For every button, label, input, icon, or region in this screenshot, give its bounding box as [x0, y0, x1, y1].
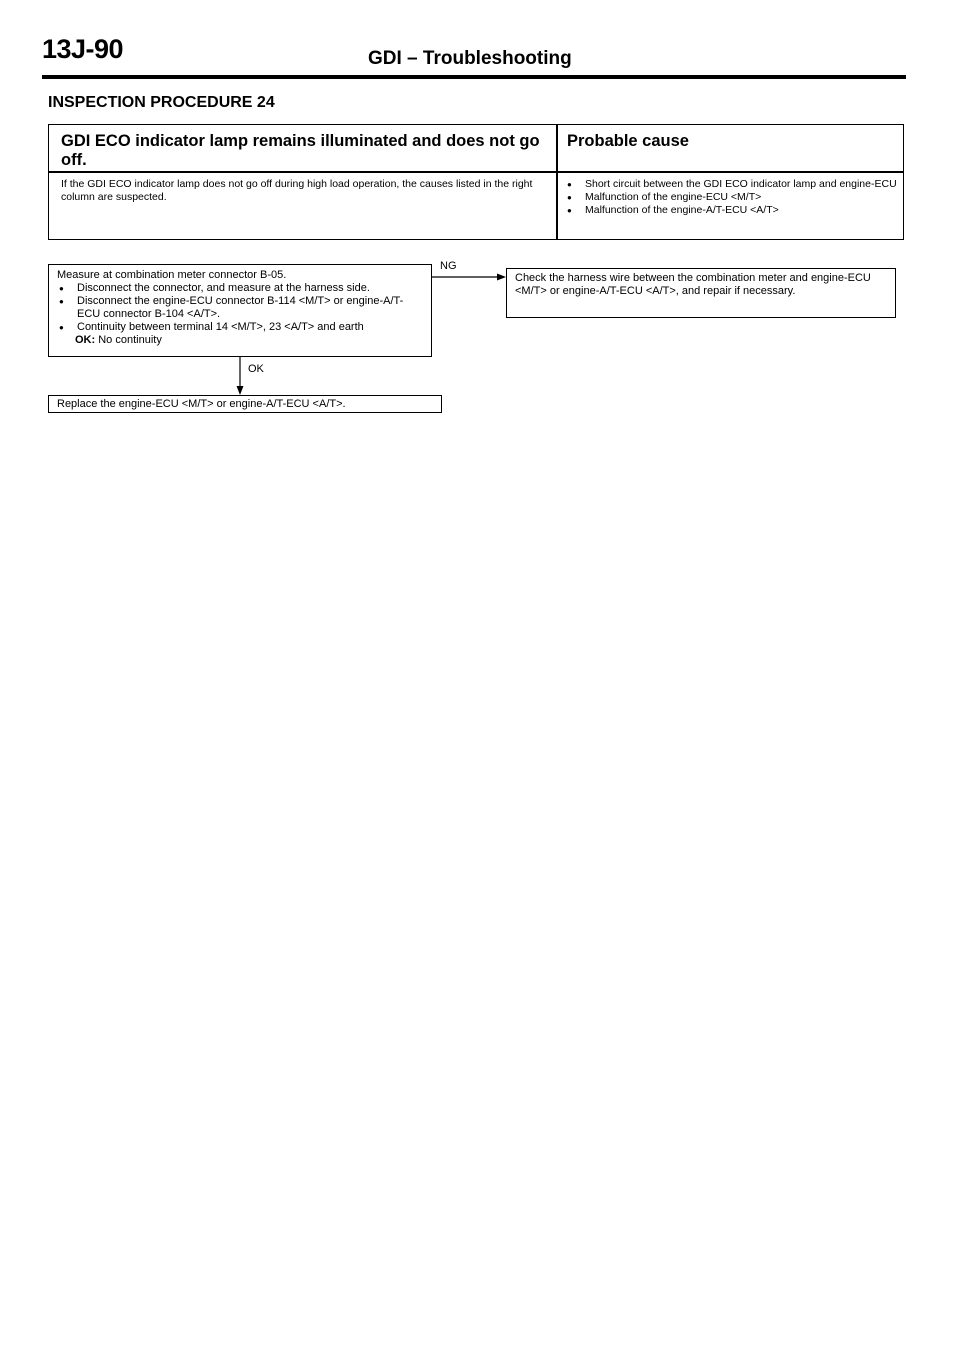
probable-cause-heading: Probable cause: [567, 132, 689, 150]
measure-step: ● Disconnect the connector, and measure at the harness side.: [57, 282, 423, 295]
page-number: 13J-90: [42, 34, 124, 64]
ok-label: OK: [248, 363, 264, 375]
ng-label: NG: [440, 260, 457, 272]
cause-item: ● Short circuit between the GDI ECO indicator lamp and engine-ECU: [565, 178, 900, 191]
ok-arrowhead-icon: [237, 386, 244, 395]
cause-item: ● Malfunction of the engine-A/T-ECU <A/T>: [565, 204, 900, 217]
ok-criteria-label: OK:: [75, 334, 96, 346]
section-title: GDI – Troubleshooting: [368, 48, 572, 69]
symptom-description: If the GDI ECO indicator lamp does not go off during high load operation, the causes listed in the right column are suspected.: [61, 178, 533, 203]
symptom-heading: GDI ECO indicator lamp remains illuminated and does not go off.: [61, 132, 540, 169]
check-harness-box: Check the harness wire between the combination meter and engine-ECU <M/T> or engine-A/T-ECU <A/T>, and repair if necessary.: [506, 268, 896, 318]
ok-criteria-value: No continuity: [98, 334, 162, 346]
measure-title: Measure at combination meter connector B-05.: [57, 269, 287, 281]
measure-box: [48, 264, 432, 357]
cause-item: ● Malfunction of the engine-ECU <M/T>: [565, 191, 900, 204]
ok-criteria: [57, 334, 423, 347]
measure-step: ● Disconnect the engine-ECU connector B-114 <M/T> or engine-A/T-ECU connector B-104 <A/T>.: [57, 295, 423, 321]
measure-step: ● Continuity between terminal 14 <M/T>, 23 <A/T> and earth: [57, 321, 423, 334]
replace-ecu-box: Replace the engine-ECU <M/T> or engine-A/T-ECU <A/T>.: [48, 395, 442, 413]
ng-arrowhead-icon: [497, 274, 506, 281]
procedure-title: INSPECTION PROCEDURE 24: [48, 94, 275, 111]
